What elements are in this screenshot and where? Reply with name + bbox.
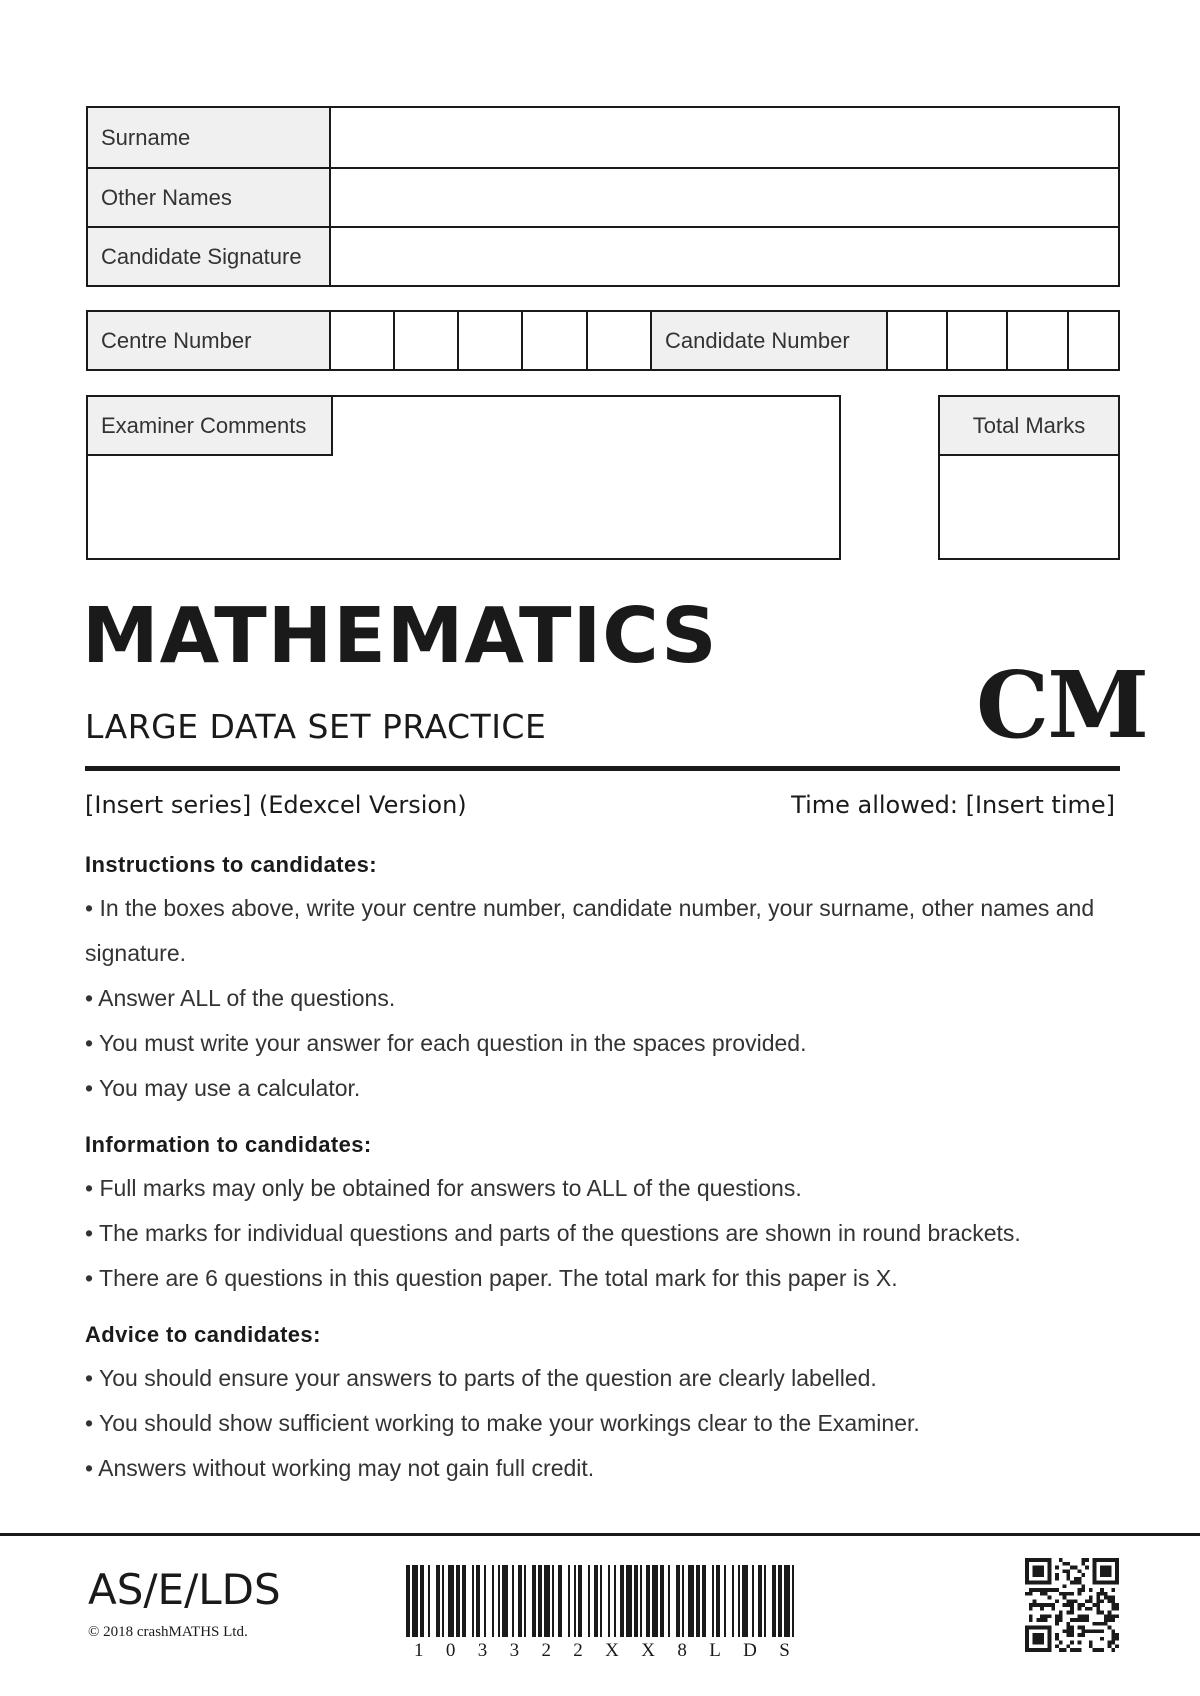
time-allowed: Time allowed: [Insert time] xyxy=(791,791,1115,819)
qr-code-icon xyxy=(1025,1558,1119,1652)
barcode-char: 1 xyxy=(414,1640,424,1661)
barcode-char: 8 xyxy=(677,1640,687,1661)
barcode-char: D xyxy=(743,1640,757,1661)
instruction-item: • You must write your answer for each question in the spaces provided. xyxy=(85,1030,807,1056)
information-item: • The marks for individual questions and parts of the questions are shown in round brackets. xyxy=(85,1220,1021,1246)
surname-label: Surname xyxy=(88,108,331,167)
centre-number-digit-box[interactable] xyxy=(395,312,459,369)
copyright-notice: © 2018 crashMATHS Ltd. xyxy=(88,1624,248,1640)
crashmaths-logo: CM xyxy=(976,651,1148,759)
signature-row xyxy=(88,226,1118,285)
barcode-digits xyxy=(406,1640,798,1662)
signature-label: Candidate Signature xyxy=(88,228,331,285)
barcode-char: 3 xyxy=(509,1640,520,1661)
signature-field[interactable] xyxy=(331,228,1118,285)
title-divider xyxy=(85,766,1120,771)
information-item: • There are 6 questions in this question paper. The total mark for this paper is X. xyxy=(85,1265,898,1291)
barcode-char: L xyxy=(709,1640,721,1661)
paper-title: MATHEMATICS xyxy=(82,592,718,681)
candidate-number-digit-box[interactable] xyxy=(888,312,948,369)
exam-series: [Insert series] (Edexcel Version) xyxy=(85,791,467,819)
barcode-char: S xyxy=(779,1640,790,1661)
centre-number-digit-box[interactable] xyxy=(588,312,652,369)
examiner-comments-box[interactable] xyxy=(86,395,841,560)
information-item: • Full marks may only be obtained for answers to ALL of the questions. xyxy=(85,1175,802,1201)
advice-item: • Answers without working may not gain full credit. xyxy=(85,1455,595,1481)
other-names-field[interactable] xyxy=(331,169,1118,226)
paper-code: AS/E/LDS xyxy=(88,1565,281,1614)
candidate-number-digit-box[interactable] xyxy=(1069,312,1118,369)
centre-number-digit-box[interactable] xyxy=(331,312,395,369)
information-section xyxy=(85,1130,1125,1301)
candidate-number-digit-box[interactable] xyxy=(1008,312,1069,369)
candidate-name-table xyxy=(86,106,1120,287)
candidate-number-digit-box[interactable] xyxy=(948,312,1008,369)
barcode-char: 2 xyxy=(573,1640,583,1661)
barcode-char: 2 xyxy=(541,1640,551,1661)
number-row xyxy=(86,310,1120,371)
candidate-number-label: Candidate Number xyxy=(652,312,888,369)
instruction-item: • Answer ALL of the questions. xyxy=(85,985,396,1011)
surname-row xyxy=(88,108,1118,167)
advice-item: • You should show sufficient working to make your workings clear to the Examiner. xyxy=(85,1410,920,1436)
instruction-item: • You may use a calculator. xyxy=(85,1075,361,1101)
other-names-label: Other Names xyxy=(88,169,331,226)
centre-number-digit-box[interactable] xyxy=(523,312,588,369)
instructions-heading: Instructions to candidates: xyxy=(85,852,377,877)
surname-field[interactable] xyxy=(331,108,1118,167)
advice-section xyxy=(85,1320,1125,1491)
centre-number-label: Centre Number xyxy=(88,312,331,369)
instructions-section xyxy=(85,850,1125,1111)
barcode-char: X xyxy=(641,1640,655,1661)
total-marks-box[interactable] xyxy=(938,395,1120,560)
advice-item: • You should ensure your answers to parts of the question are clearly labelled. xyxy=(85,1365,877,1391)
examiner-comments-label: Examiner Comments xyxy=(88,397,333,456)
total-marks-label: Total Marks xyxy=(940,397,1118,456)
advice-heading: Advice to candidates: xyxy=(85,1322,321,1347)
other-names-row xyxy=(88,167,1118,226)
instruction-item: • In the boxes above, write your centre number, candidate number, your surname, other names and signature. xyxy=(85,895,1095,966)
barcode-icon xyxy=(406,1565,798,1637)
barcode-char: X xyxy=(605,1640,619,1661)
centre-number-digit-box[interactable] xyxy=(459,312,523,369)
footer-divider xyxy=(0,1533,1200,1536)
barcode-char: 0 xyxy=(445,1640,456,1661)
barcode-char: 3 xyxy=(477,1640,488,1661)
paper-subtitle: LARGE DATA SET PRACTICE xyxy=(85,707,547,746)
information-heading: Information to candidates: xyxy=(85,1132,372,1157)
